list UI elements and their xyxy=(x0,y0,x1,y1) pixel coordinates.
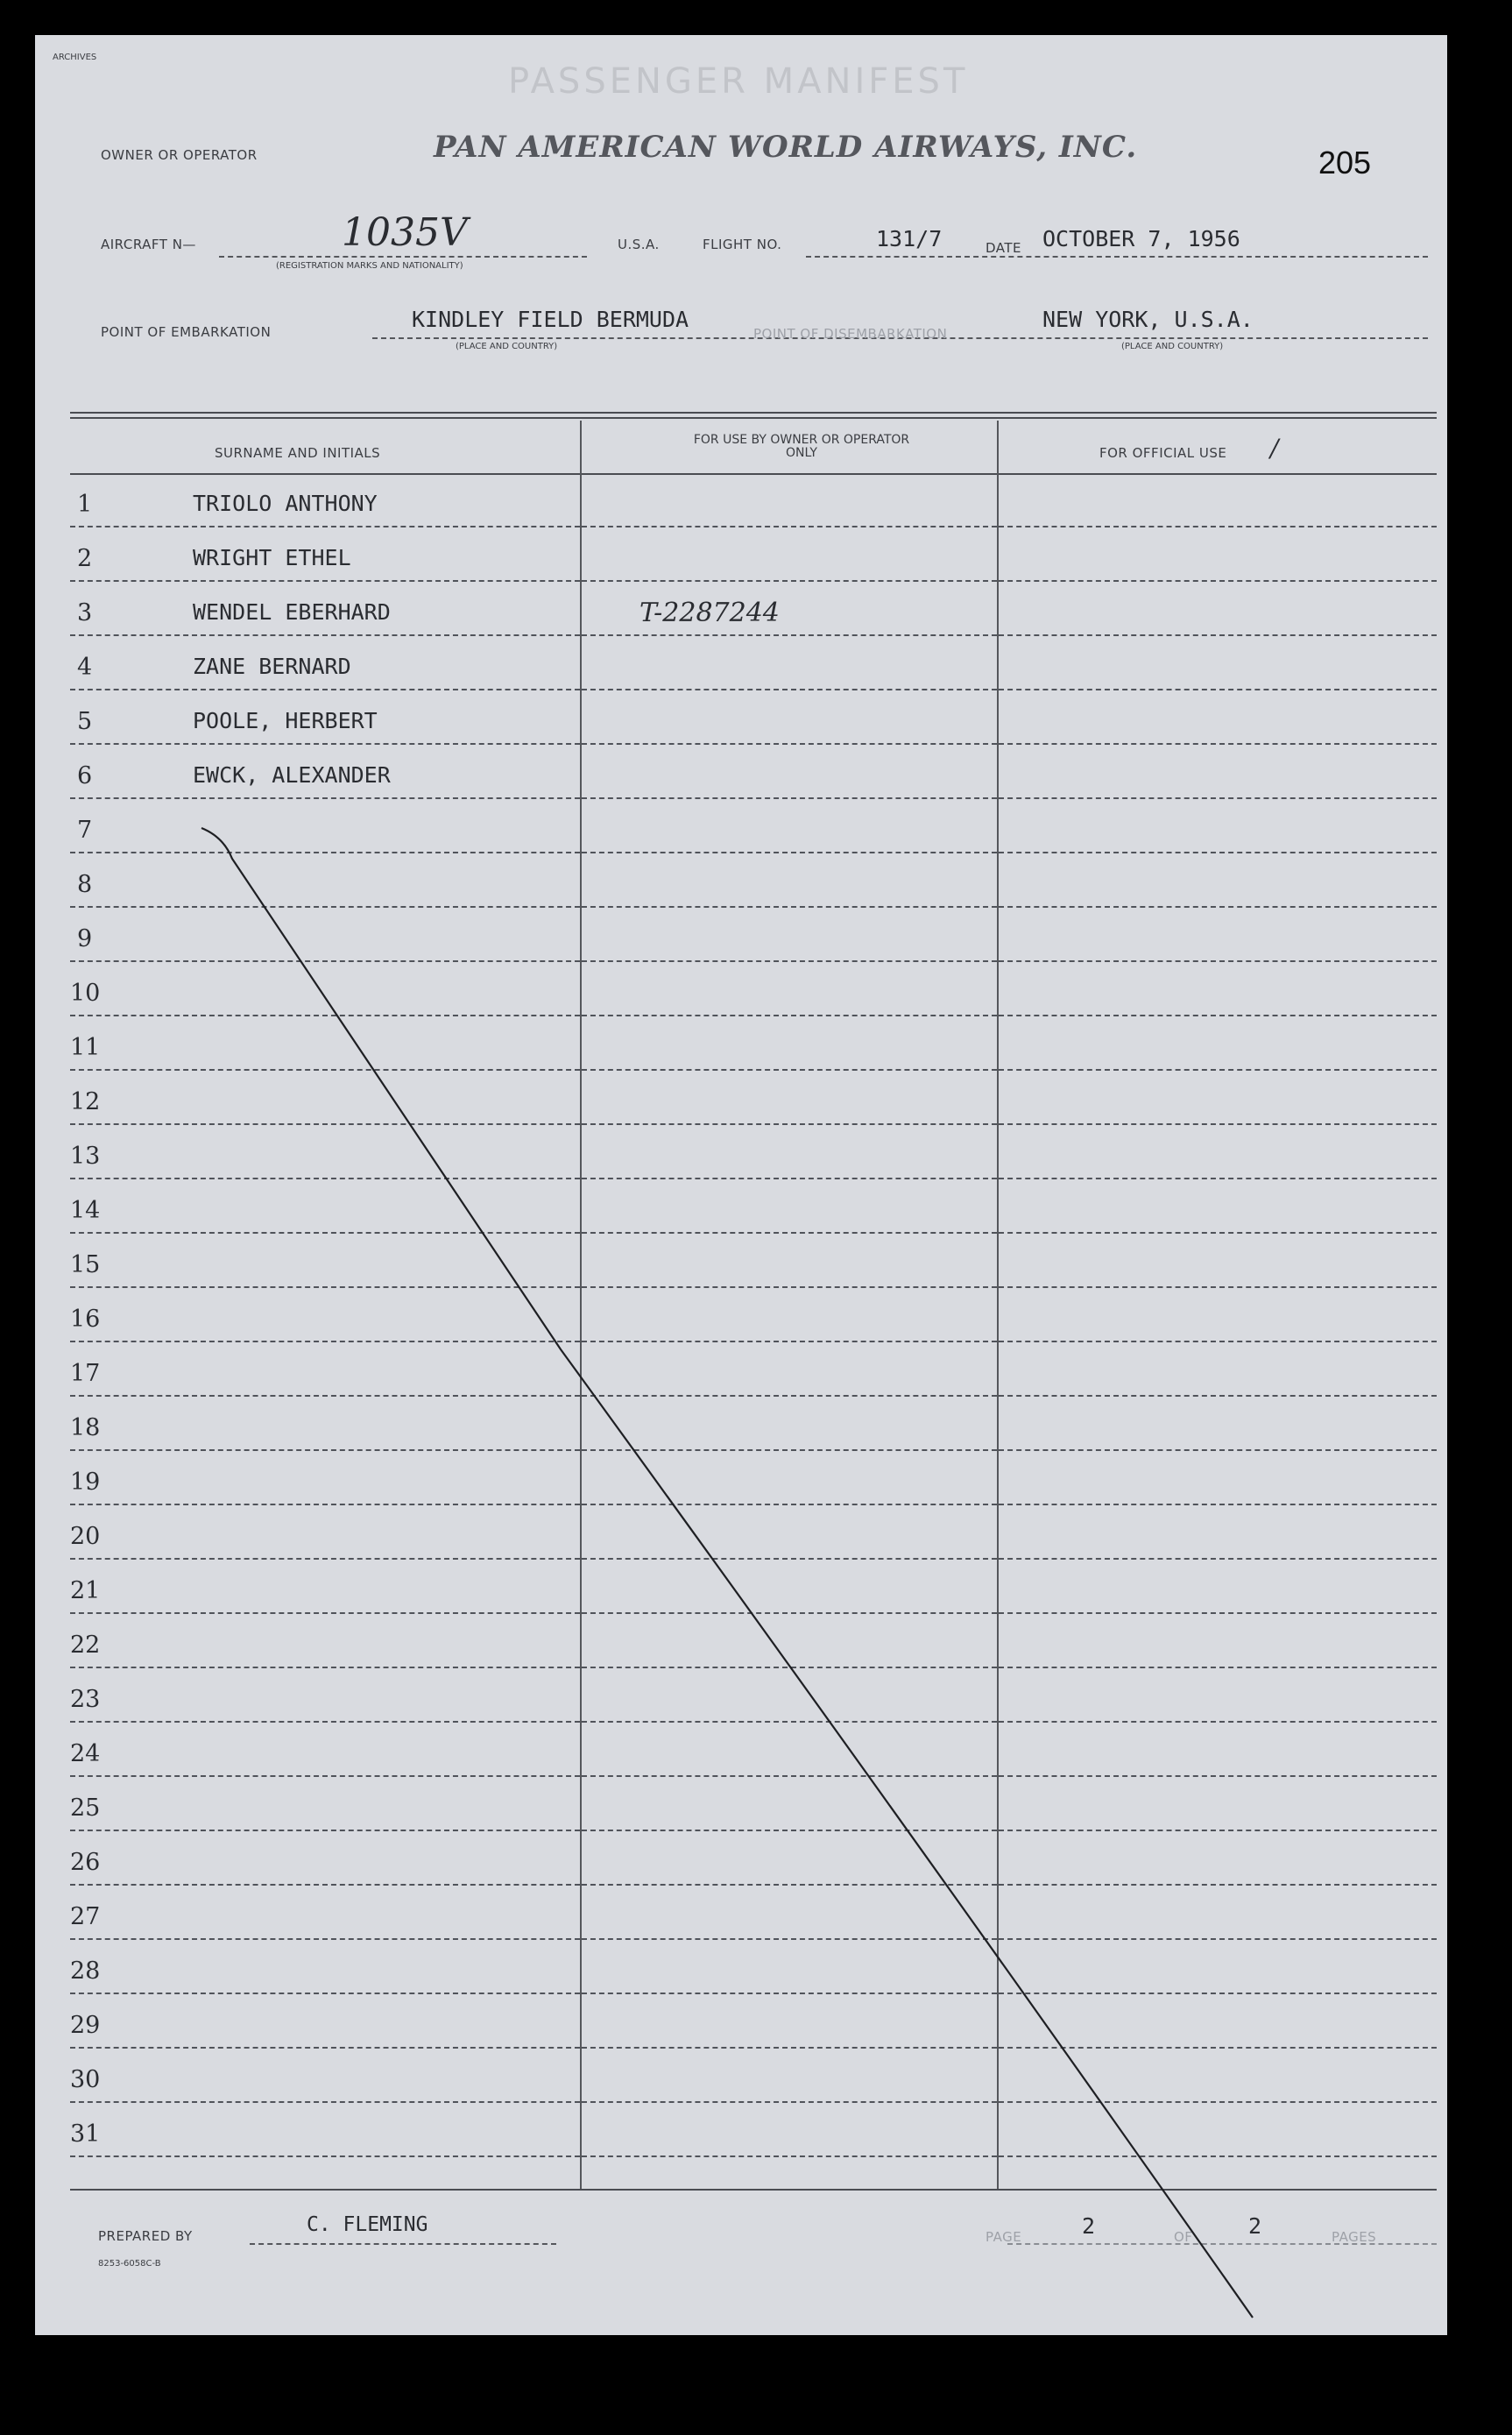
row-number: 24 xyxy=(70,1740,101,1767)
flight-value: 131/7 xyxy=(876,226,943,251)
row-number: 6 xyxy=(77,762,93,789)
passenger-name: WRIGHT ETHEL xyxy=(193,545,351,570)
row-number: 25 xyxy=(70,1794,101,1822)
flight-label: FLIGHT NO. xyxy=(703,237,782,252)
row-number: 27 xyxy=(70,1903,101,1930)
aircraft-value: 1035V xyxy=(342,210,468,255)
row-number: 3 xyxy=(77,599,93,626)
row-number: 12 xyxy=(70,1088,101,1115)
aircraft-label: AIRCRAFT N— xyxy=(101,237,196,252)
owner-label: OWNER OR OPERATOR xyxy=(101,147,258,163)
row-number: 4 xyxy=(77,654,93,681)
prepared-value: C. FLEMING xyxy=(307,2213,428,2236)
embarkation-note: (PLACE AND COUNTRY) xyxy=(456,342,558,351)
passenger-name: EWCK, ALEXANDER xyxy=(193,762,391,788)
disembarkation-value: NEW YORK, U.S.A. xyxy=(1042,307,1254,332)
row-number: 19 xyxy=(70,1469,101,1496)
passenger-name: ZANE BERNARD xyxy=(193,654,351,679)
page-label: PAGE xyxy=(986,2229,1022,2245)
row-number: 14 xyxy=(70,1197,101,1224)
date-label: DATE xyxy=(986,240,1022,256)
row-number: 1 xyxy=(77,491,93,518)
page-value: 2 xyxy=(1082,2213,1096,2239)
diagonal-strike-line xyxy=(35,35,1447,2335)
row-number: 20 xyxy=(70,1523,101,1550)
prepared-label: PREPARED BY xyxy=(98,2228,193,2244)
owner-value: PAN AMERICAN WORLD AIRWAYS, INC. xyxy=(434,130,1138,165)
row-number: 11 xyxy=(70,1034,101,1061)
country-label: U.S.A. xyxy=(618,237,660,252)
row-number: 23 xyxy=(70,1686,101,1713)
form-code: 8253-6058C-B xyxy=(98,2259,161,2269)
form-title: PASSENGER MANIFEST xyxy=(508,61,969,102)
row-number: 26 xyxy=(70,1849,101,1876)
row-number: 5 xyxy=(77,708,93,735)
row-number: 22 xyxy=(70,1632,101,1659)
owner-note: T-2287244 xyxy=(639,598,780,628)
disembarkation-label: POINT OF DISEMBARKATION xyxy=(753,326,948,342)
disembarkation-note: (PLACE AND COUNTRY) xyxy=(1121,342,1224,351)
row-number: 16 xyxy=(70,1306,101,1333)
col-surname-header: SURNAME AND INITIALS xyxy=(215,445,381,461)
row-number: 31 xyxy=(70,2120,101,2148)
row-number: 30 xyxy=(70,2066,101,2093)
passenger-name: POOLE, HERBERT xyxy=(193,708,378,733)
row-number: 15 xyxy=(70,1251,101,1278)
row-number: 2 xyxy=(77,545,93,572)
passenger-name: TRIOLO ANTHONY xyxy=(193,491,378,516)
of-value: 2 xyxy=(1248,2213,1262,2239)
row-number: 10 xyxy=(70,980,101,1007)
row-number: 9 xyxy=(77,925,93,952)
row-number: 8 xyxy=(77,871,93,898)
embarkation-label: POINT OF EMBARKATION xyxy=(101,324,272,340)
official-use-mark: / xyxy=(1270,434,1279,463)
row-number: 18 xyxy=(70,1414,101,1441)
manifest-page xyxy=(35,35,1447,2335)
page-number: 205 xyxy=(1318,145,1372,181)
col-official-header: FOR OFFICIAL USE xyxy=(1099,445,1227,461)
row-number: 7 xyxy=(77,817,93,844)
row-number: 17 xyxy=(70,1360,101,1387)
row-number: 29 xyxy=(70,2012,101,2039)
row-number: 28 xyxy=(70,1957,101,1985)
row-number: 21 xyxy=(70,1577,101,1604)
of-label: OF xyxy=(1174,2229,1193,2245)
registration-note: (REGISTRATION MARKS AND NATIONALITY) xyxy=(276,261,463,271)
archive-stamp: ARCHIVES xyxy=(53,53,97,62)
col-owner-header: FOR USE BY OWNER OR OPERATOR ONLY xyxy=(693,433,910,460)
embarkation-value: KINDLEY FIELD BERMUDA xyxy=(412,307,689,332)
date-value: OCTOBER 7, 1956 xyxy=(1042,226,1240,251)
row-number: 13 xyxy=(70,1143,101,1170)
pages-label: PAGES xyxy=(1332,2229,1377,2245)
passenger-name: WENDEL EBERHARD xyxy=(193,599,391,625)
